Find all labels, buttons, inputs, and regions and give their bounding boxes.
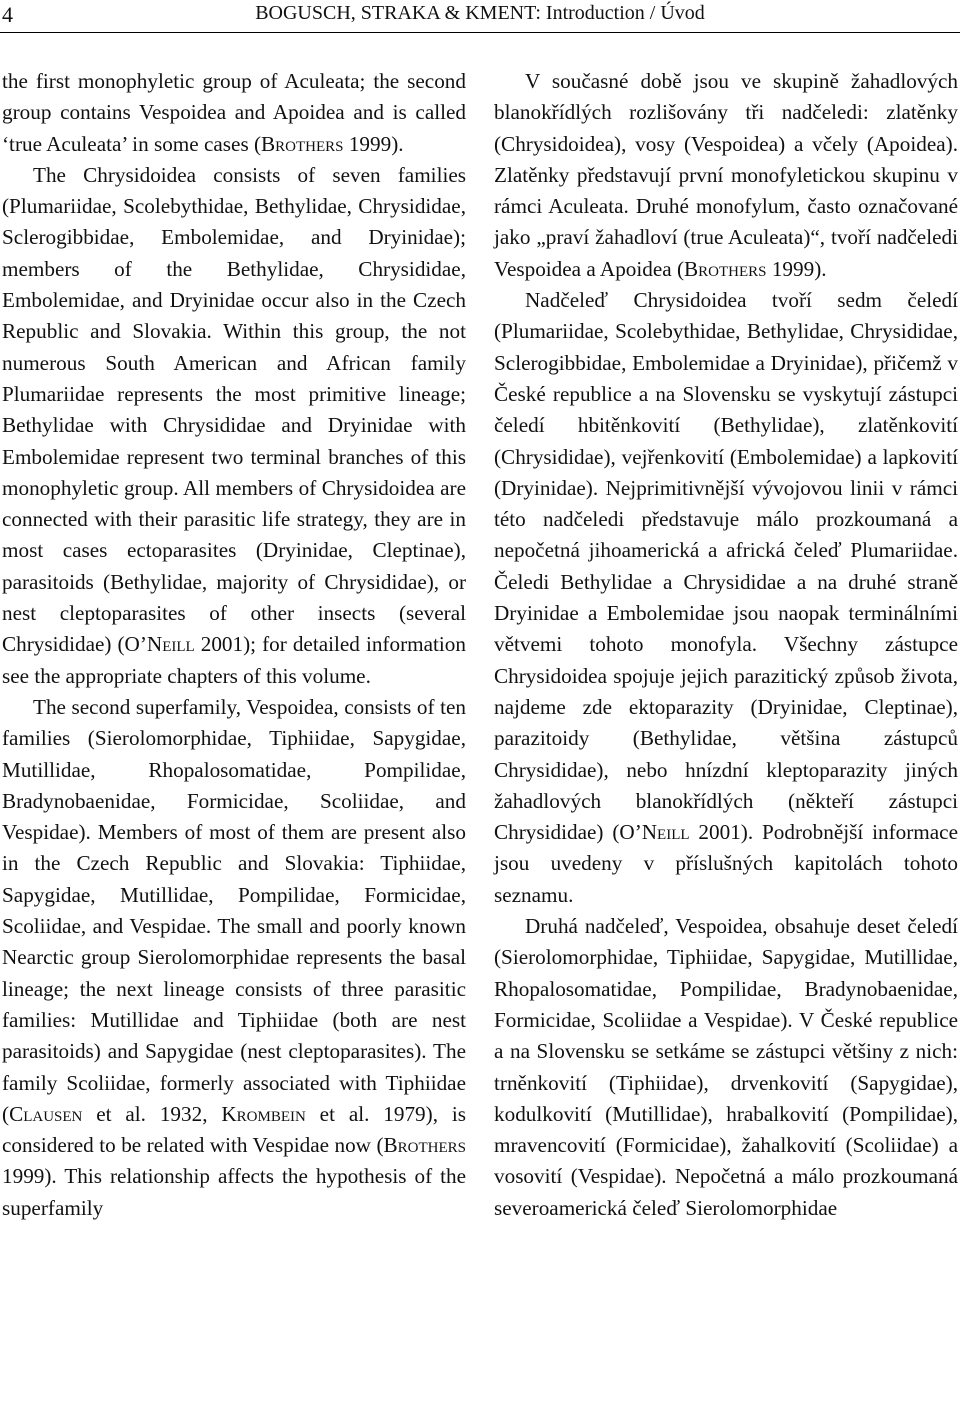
author-citation: O’Neill (619, 820, 690, 845)
czech-column (494, 66, 958, 1224)
header-rule (0, 32, 960, 33)
author-citation: O’Neill (124, 632, 195, 657)
running-head: BOGUSCH, STRAKA & KMENT: Introduction / Úvod (255, 2, 705, 24)
english-column (2, 66, 466, 1224)
page-header (0, 0, 960, 42)
author-citation: Clausen (9, 1101, 83, 1126)
cz-paragraph-1: V současné době jsou ve skupině žahadlových blanokřídlých rozlišovány tři nadčeledi: zlatěnky (Chrysidoidea), vosy (Vespoidea) a včely (Apoidea). Zlatěnky představují první monofyletickou skupinu v rámci Aculeata. Druhé monofylum, často označované jako „praví žahadloví (true Aculeata)“, tvoří nadčeledi Vespoidea a Apoidea (Brothers 1999). (494, 69, 958, 281)
author-citation: Brothers (684, 256, 767, 281)
author-citation: Krombein (221, 1101, 306, 1126)
en-paragraph-3: The second superfamily, Vespoidea, consists of ten families (Sierolomorphidae, Tiphiidae, Sapygidae, Mutillidae, Rhopalosomatidae, Pompilidae, Bradynobaenidae, Formicidae, Scoliidae, and Vespidae). Members of most of them are present also in the Czech Republic and Slovakia: Tiphiidae, Sapygidae, Mutillidae, Pompilidae, Formicidae, Scoliidae, and Vespidae. The small and poorly known Nearctic group Sierolomorphidae represents the basal lineage; the next lineage consists of three parasitic families: Mutillidae and Tiphiidae (both are nest parasitoids) and Sapygidae (nest cleptoparasites). The family Scoliidae, formerly associated with Tiphiidae (Clausen et al. 1932, Krombein et al. 1979), is considered to be related with Vespidae now (Brothers 1999). This relationship affects the hypothesis of the superfamily (2, 694, 466, 1220)
author-citation: Brothers (261, 131, 344, 156)
cz-paragraph-3: Druhá nadčeleď, Vespoidea, obsahuje deset čeledí (Sierolomorphidae, Tiphiidae, Sapygidae, Mutillidae, Rhopalosomatidae, Pompilidae, Bradynobaenidae, Formicidae, Scoliidae a Vespidae). V České republice a na Slovensku se setkáme se zástupci většiny z nich: trněnkovití (Tiphiidae), drvenkovití (Sapygidae), kodulkovití (Mutillidae), hrabalkovití (Pompilidae), mravencovití (Formicidae), žahalkovití (Scoliidae) a vosovití (Vespidae). Nepočetná a málo prozkoumaná severoamerická čeleď Sierolomorphidae (494, 914, 958, 1220)
page-number: 4 (2, 2, 13, 27)
en-paragraph-2: The Chrysidoidea consists of seven families (Plumariidae, Scolebythidae, Bethylidae, Chrysididae, Sclerogibbidae, Embolemidae, and Dryinidae); members of the Bethylidae, Chrysididae, Embolemidae, and Dryinidae occur also in the Czech Republic and Slovakia. Within this group, the not numerous South American and African family Plumariidae represents the most primitive lineage; Bethylidae with Chrysididae and Dryinidae with Embolemidae represent two terminal branches of this monophyletic group. All members of Chrysidoidea are connected with their parasitic life strategy, they are in most cases ectoparasites (Dryinidae, Cleptinae), parasitoids (Bethylidae, majority of Chrysididae), or nest cleptoparasites of other insects (several Chrysididae) (O’Neill 2001); for detailed information see the appropriate chapters of this volume. (2, 162, 466, 688)
author-citation: Brothers (383, 1133, 466, 1158)
cz-paragraph-2: Nadčeleď Chrysidoidea tvoří sedm čeledí (Plumariidae, Scolebythidae, Bethylidae, Chrysididae, Sclerogibbidae, Embolemidae a Dryinidae), přičemž v České republice a na Slovensku se vyskytují zástupci čeledí hbitěnkovití (Bethylidae), zlatěnkovití (Chrysididae), vejřenkovití (Embolemidae) a lapkovití (Dryinidae). Nejprimitivnější vývojovou linii v rámci této nadčeledi představuje málo prozkoumaná a nepočetná jihoamerická a africká čeleď Plumariidae. Čeledi Bethylidae a Chrysididae a na druhé straně Dryinidae a Embolemidae jsou naopak terminálními větvemi tohoto monofyla. Všechny zástupce Chrysidoidea spojuje jejich parazitický způsob života, najdeme zde ektoparazity (Dryinidae, Cleptinae), parazitoidy (Bethylidae, většina zástupců Chrysididae), nebo hnízdní kleptoparazity jiných žahadlových blanokřídlých (někteří zástupci Chrysididae) (O’Neill 2001). Podrobnější informace jsou uvedeny v příslušných kapitolách tohoto seznamu. (494, 288, 958, 907)
en-paragraph-1: the first monophyletic group of Aculeata; the second group contains Vespoidea and Apoidea and is called ‘true Aculeata’ in some cases (Brothers 1999). (2, 69, 466, 156)
